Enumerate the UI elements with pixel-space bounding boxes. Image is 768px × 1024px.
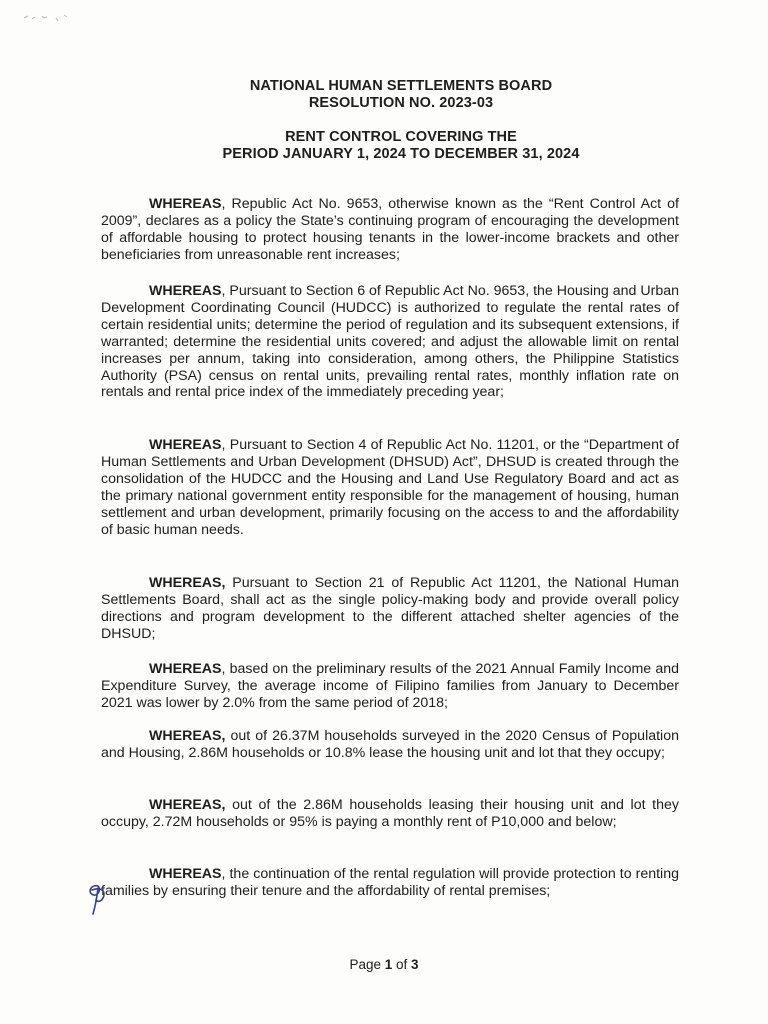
clause-lead: WHEREAS, (149, 728, 226, 744)
whereas-clause-6 (101, 728, 679, 762)
clause-text: , Republic Act No. 9653, otherwise known as the “Rent Control Act of 2009”, declares as a policy the State’s continuing program of encouraging the development of affordable housing to protect housing tenants in the lower-income brackets and other beneficiaries from unreasonable rent increases; (101, 196, 679, 263)
handwritten-initial-mark (84, 880, 110, 918)
clause-text: out of 26.37M households surveyed in the 2020 Census of Population and Housing, 2.86M households or 10.8% lease the housing unit and lot that they occupy; (101, 728, 679, 761)
page-number-footer (0, 957, 768, 972)
resolution-subject (17, 129, 768, 163)
clause-lead: WHEREAS (149, 283, 222, 299)
board-name: NATIONAL HUMAN SETTLEMENTS BOARD (249, 78, 553, 94)
scan-artifact-mark (22, 10, 82, 30)
resolution-title (17, 78, 768, 112)
clause-text: out of the 2.86M households leasing their housing unit and lot they occupy, 2.72M households or 95% is paying a monthly rent of P10,000 and below; (101, 797, 679, 830)
whereas-clause-1 (101, 196, 679, 264)
clause-text: , Pursuant to Section 6 of Republic Act No. 9653, the Housing and Urban Development Coordinating Council (HUDCC) is authorized to regulate the rental rates of certain residential units; determine the period of regulation and its subsequent extensions, if warranted; determine the residential units covered; and adjust the allowable limit on rental increases per annum, taking into consideration, among others, the Philippine Statistics Authority (PSA) census on rental units, prevailing rental rates, monthly inflation rate on rentals and rental price index of the immediately preceding year; (101, 283, 679, 401)
subject-line-2: PERIOD JANUARY 1, 2024 TO DECEMBER 31, 2024 (222, 146, 580, 162)
clause-text: , Pursuant to Section 4 of Republic Act No. 11201, or the “Department of Human Settlements and Urban Development (DHSUD) Act”, DHSUD is created through the consolidation of the HUDCC and the Housing and Land Use Regulatory Board and act as the primary national government entity responsible for the management of housing, human settlement and urban development, primarily focusing on the access to and the affordability of basic human needs. (101, 437, 679, 538)
whereas-clause-4 (101, 575, 679, 643)
clause-lead: WHEREAS (149, 196, 222, 212)
whereas-clause-2 (101, 283, 679, 401)
clause-text: Pursuant to Section 21 of Republic Act 11201, the National Human Settlements Board, shall act as the single policy-making body and provide overall policy directions and program development to the different attached shelter agencies of the DHSUD; (101, 575, 679, 642)
clause-lead: WHEREAS (149, 661, 222, 677)
whereas-clause-5 (101, 661, 679, 712)
page-label-prefix: Page (349, 957, 385, 972)
resolution-number: RESOLUTION NO. 2023-03 (308, 95, 494, 111)
total-page-number: 3 (411, 957, 419, 972)
clause-text: , the continuation of the rental regulation will provide protection to renting families by ensuring their tenure and the affordability of rental premises; (101, 866, 679, 899)
whereas-clause-7 (101, 797, 679, 831)
whereas-clause-8 (101, 866, 679, 900)
clause-text: , based on the preliminary results of the 2021 Annual Family Income and Expenditure Survey, the average income of Filipino families from January to December 2021 was lower by 2.0% from the same period of 2018; (101, 661, 679, 711)
current-page-number: 1 (384, 957, 393, 972)
clause-lead: WHEREAS, (149, 575, 226, 591)
whereas-clause-3 (101, 437, 679, 538)
page-label-middle: of (392, 957, 412, 972)
clause-lead: WHEREAS, (149, 797, 226, 813)
clause-lead: WHEREAS (149, 866, 222, 882)
clause-lead: WHEREAS (149, 437, 222, 453)
subject-line-1: RENT CONTROL COVERING THE (285, 129, 517, 145)
